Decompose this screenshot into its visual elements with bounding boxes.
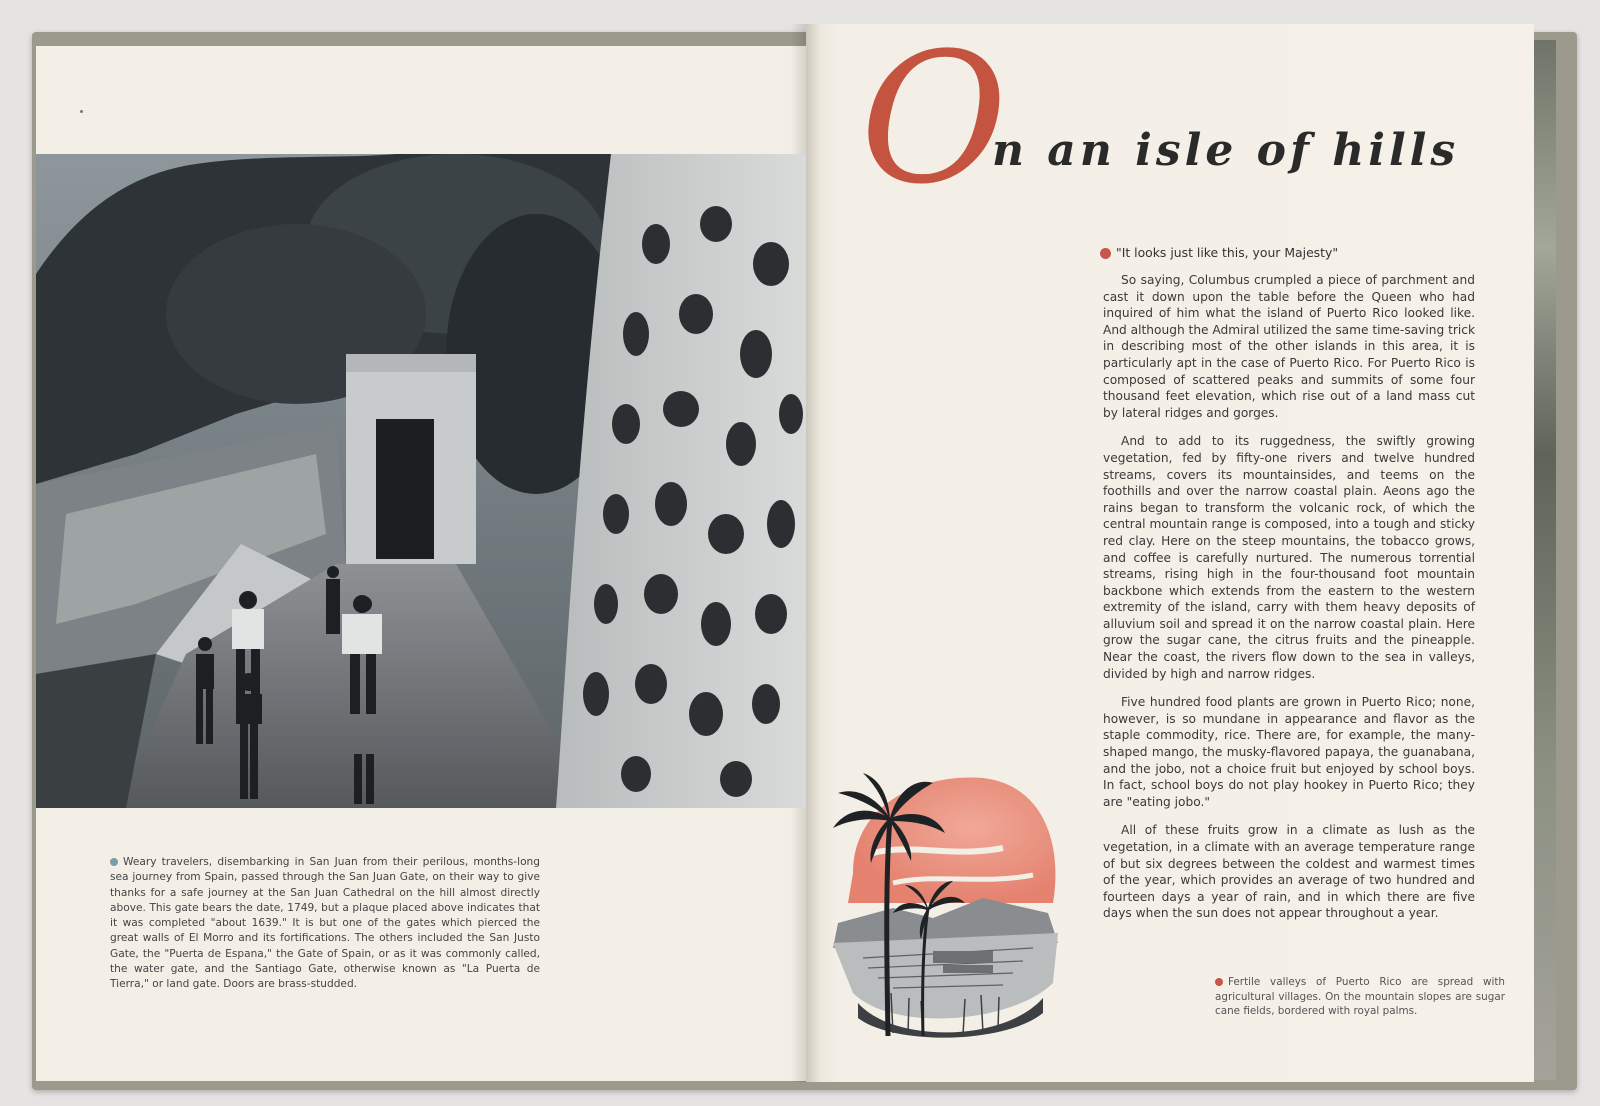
illustration-caption (1215, 975, 1505, 1019)
caption-right-bullet (1215, 978, 1223, 986)
paragraph-3: Five hundred food plants are grown in Puerto Rico; none, however, is so mundane in appearance and flavor as the staple commodity, rice. There are, for example, the many-shaped mango, the musky-flavored papaya, the guanabana, and the jobo, not a choice fruit but enjoyed by school boys. In fact, school boys do not play hookey in Puerto Rico; they are "eating jobo." (1103, 695, 1475, 809)
page-speck (80, 110, 83, 113)
chapter-title (860, 15, 1480, 224)
opening-quote (1100, 245, 1338, 260)
paragraph-2: And to add to its ruggedness, the swiftly growing vegetation, fed by fifty-one rivers and twelve hundred streams, covers its mountainsides, and teems on the foothills and over the narrow coastal plain. Aeons ago the rains began to transform the volcanic rock, of which the central mountain range is composed, into a tough and sticky red clay. Here on the steep mountains, the tobacco grows, and coffee is carefully nurtured. The numerous torrential streams, rising high in the four-thousand foot mountain backbone which extends from the eastern to the western extremity of the island, carry with them heavy deposits of alluvium soil and spread it on the narrow coastal plain. Here grow the sugar cane, the citrus fruits and the pineapple. Near the coast, the rivers flow down to the sea in valleys, divided by high and narrow ridges. (1103, 434, 1475, 681)
next-page-edge (1534, 40, 1556, 1080)
caption-bullet (110, 858, 118, 866)
title-text: n an isle of hills (992, 125, 1460, 176)
quote-text: "It looks just like this, your Majesty" (1116, 245, 1339, 260)
quote-bullet (1100, 248, 1111, 259)
caption-right-text: Fertile valleys of Puerto Rico are spread with agricultural villages. On the mountain slopes are sugar cane fields, bordered with royal palms. (1215, 976, 1505, 1017)
san-juan-gate-photo (36, 154, 806, 808)
paragraph-4: All of these fruits grow in a climate as lush as the vegetation, in a climate with an average temperature range of but six degrees between the coldest and warmest times of the year, which provides an average of two hundred and fourteen days a year of rain, and in which there are five days when the sun does not appear throughout a year. (1103, 823, 1475, 921)
paragraph-1: So saying, Columbus crumpled a piece of parchment and cast it down upon the table before the Queen who had inquired of him what the island of Puerto Rico looked like. And although the Admiral utilized the same time-saving trick in describing most of the other islands in this area, it is particularly apt in the case of Puerto Rico. For Puerto Rico is composed of scattered peaks and summits of some four thousand feet elevation, which rise out of a land mass cut by lateral ridges and gorges. (1103, 273, 1475, 420)
photo-caption-left (110, 855, 540, 993)
caption-left-text: Weary travelers, disembarking in San Juan from their perilous, months-long sea journey from Spain, passed through the San Juan Gate, on their way to give thanks for a safe journey at the San Juan Cathedral on the hill almost directly above. This gate bears the date, 1749, but a plaque placed above indicates that it was completed "about 1639." It is but one of the gates which pierced the great walls of El Morro and its fortifications. The others included the San Justo Gate, the "Puerta de Espana," the Gate of Spain, or as it was commonly called, the water gate, and the Santiago Gate, otherwise known as "La Puerta de Tierra," or land gate. Doors are brass-studded. (110, 856, 540, 991)
palm-valley-illustration (833, 773, 1063, 1043)
body-text (1103, 272, 1475, 934)
title-initial-o: O (860, 15, 1008, 224)
